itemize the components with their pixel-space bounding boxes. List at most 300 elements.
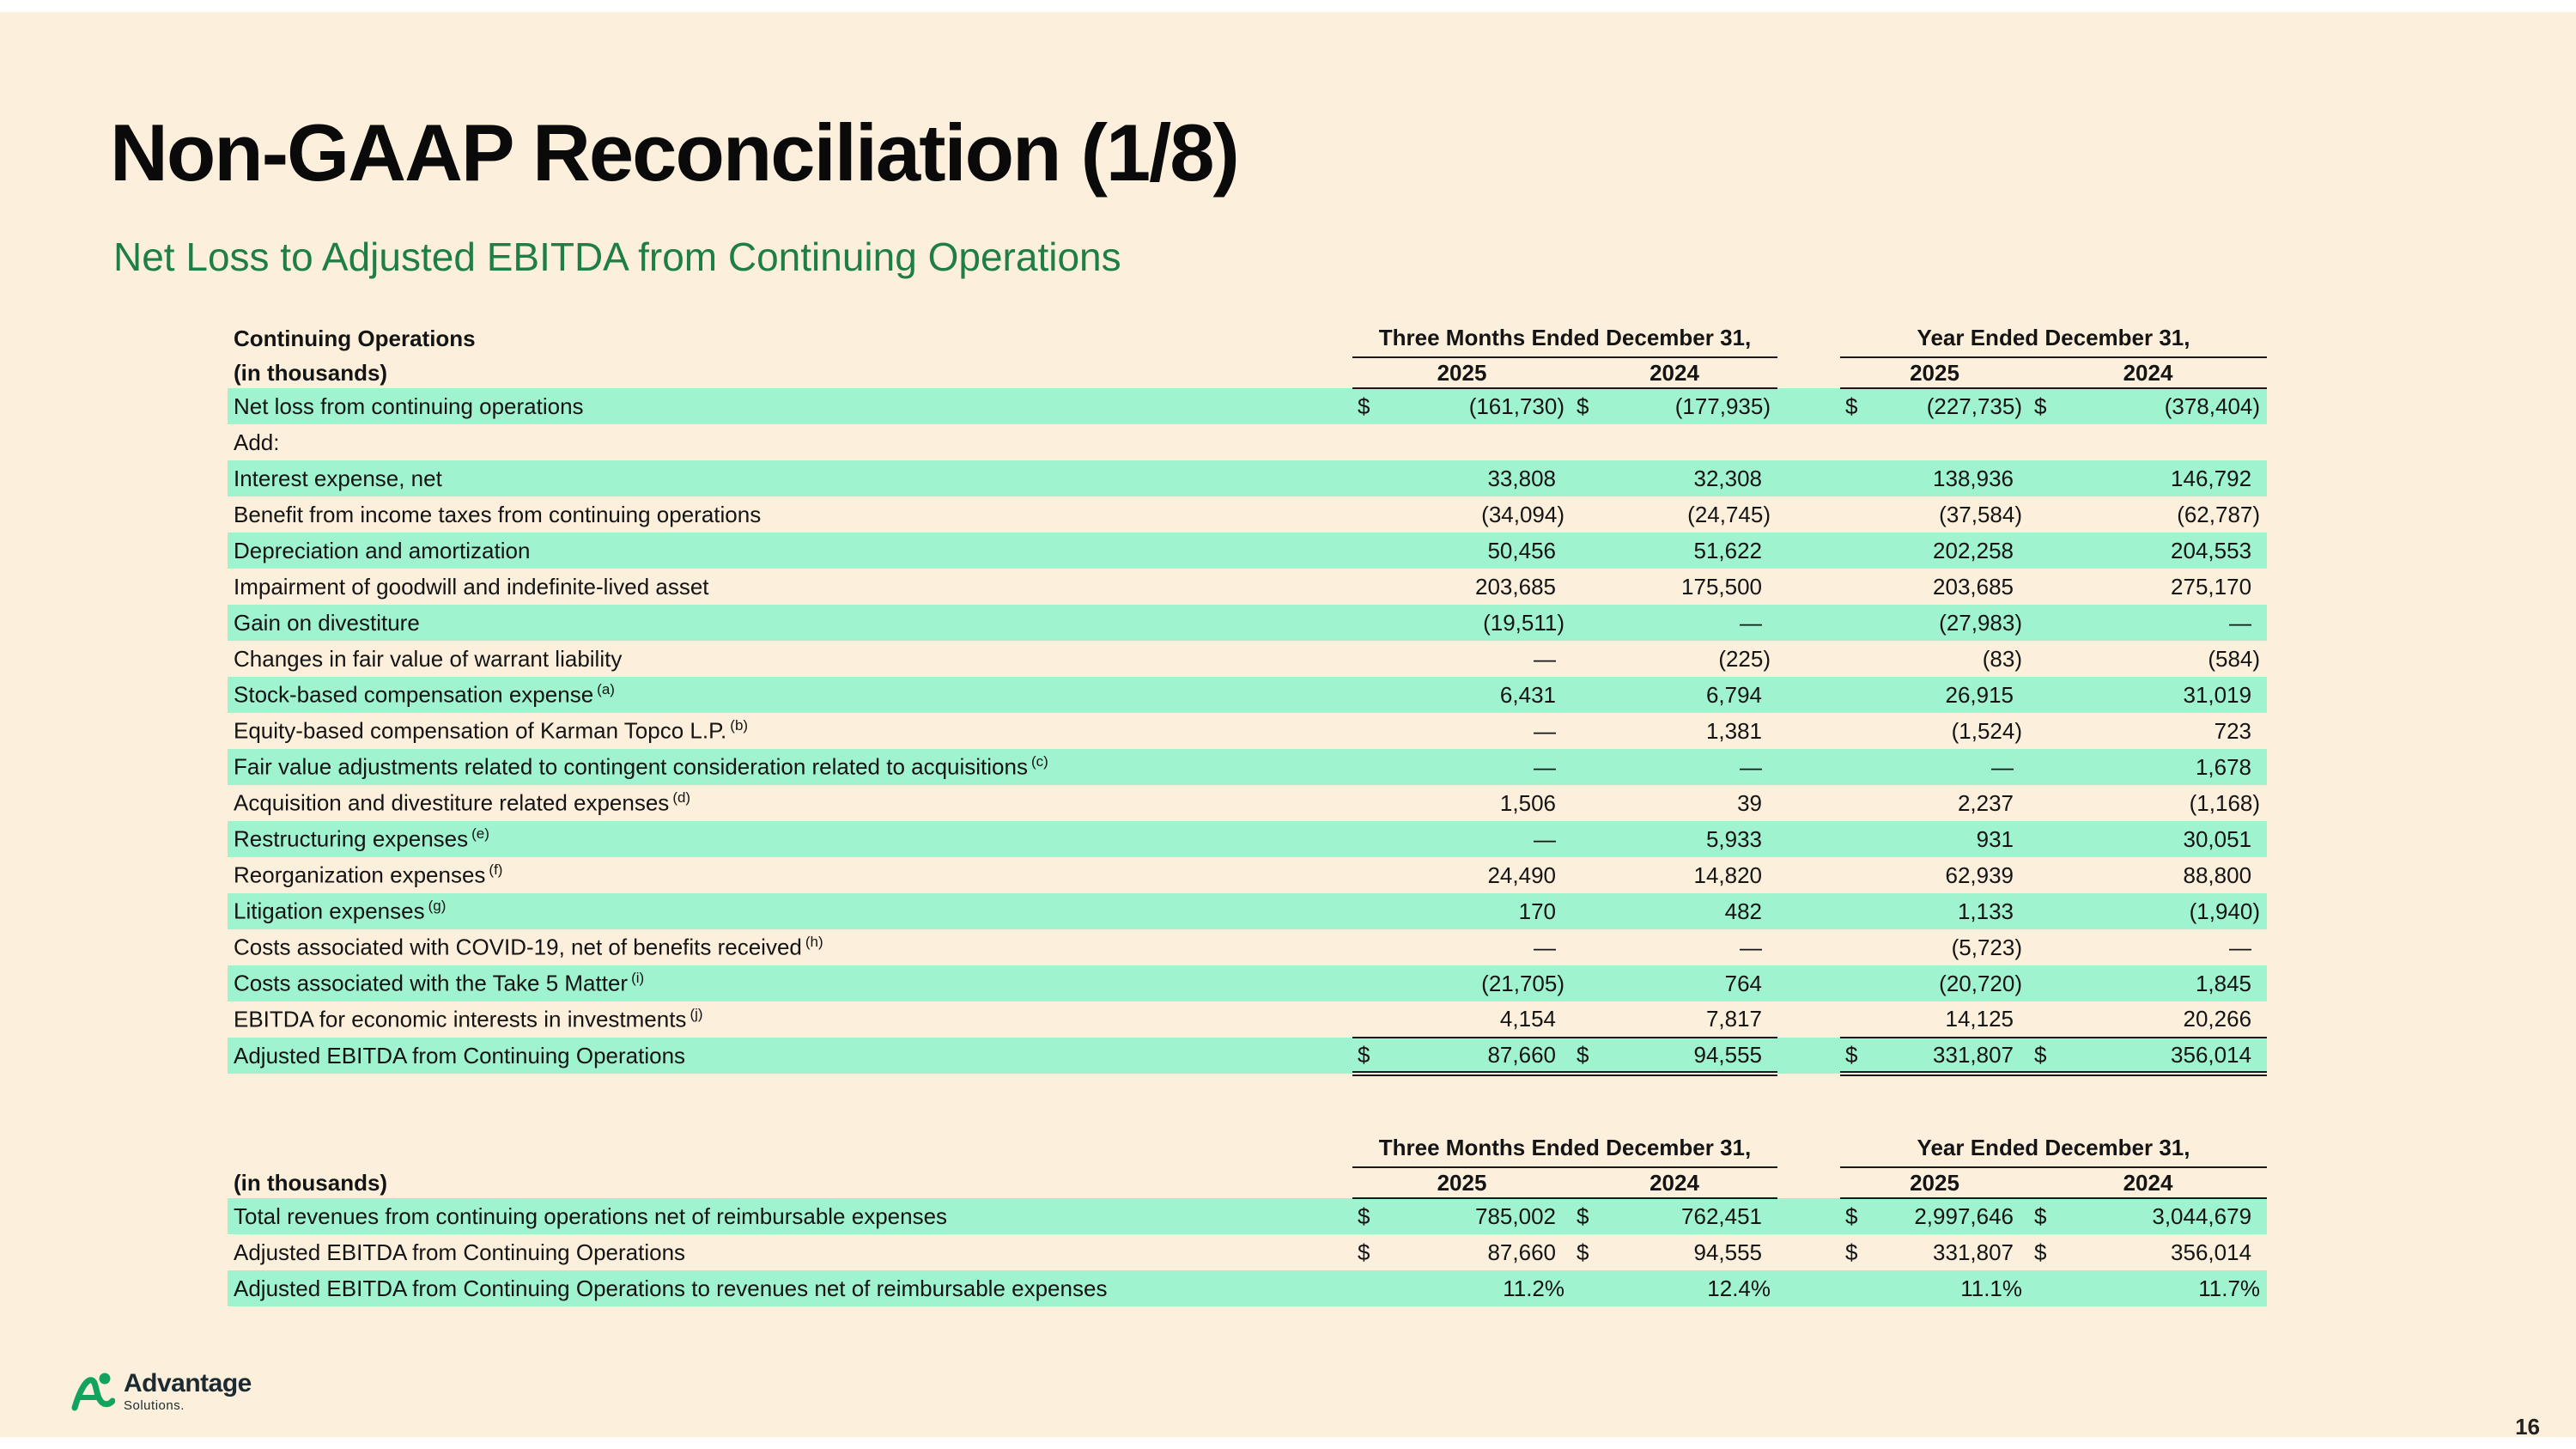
- dollar-sign-cell: $: [1352, 388, 1395, 424]
- corner-line1: [228, 1129, 1352, 1167]
- value-cell: 203,685: [1475, 573, 1556, 600]
- corner-line2: (in thousands): [234, 1169, 388, 1196]
- table-header: [228, 1129, 2267, 1198]
- dollar-sign-cell: [2029, 1002, 2087, 1038]
- column-gap: [1777, 785, 1840, 821]
- column-gap: [1777, 749, 1840, 785]
- year-header-2024: 2024: [1571, 357, 1777, 388]
- value-cell: 30,051: [2087, 821, 2267, 857]
- dollar-sign-cell: [1352, 641, 1395, 677]
- dollar-sign-cell: [1352, 605, 1395, 641]
- row-label: [228, 857, 1352, 893]
- row-label: [228, 821, 1352, 857]
- table-row: [228, 1270, 2267, 1306]
- table-row: [228, 569, 2267, 605]
- value-cell: 482: [1623, 893, 1777, 929]
- value-cell: 94,555: [1693, 1239, 1763, 1265]
- value-cell: 88,800: [2183, 861, 2252, 888]
- row-label: [228, 424, 1352, 460]
- row-label: [228, 1038, 1352, 1074]
- value-cell: 39: [1737, 789, 1763, 816]
- value-cell: (83): [1982, 645, 2023, 672]
- dollar-sign-cell: [1840, 821, 1887, 857]
- dollar-sign-cell: [1352, 749, 1395, 785]
- slide: [0, 12, 2576, 1440]
- row-label-text: Adjusted EBITDA from Continuing Operations to revenues net of reimbursable expenses: [234, 1275, 1108, 1301]
- value-cell: 203,685: [1933, 573, 2014, 600]
- dollar-sign-cell: [2029, 929, 2087, 965]
- value-cell: (5,723): [1951, 934, 2023, 960]
- row-label: [228, 1198, 1352, 1234]
- dollar-sign-cell: [1571, 893, 1623, 929]
- dollar-sign-cell: [1571, 641, 1623, 677]
- value-cell: 762,451: [1623, 1198, 1777, 1234]
- row-label-text: Depreciation and amortization: [234, 537, 531, 563]
- column-gap: [1777, 713, 1840, 749]
- dollar-sign-cell: [1840, 533, 1887, 569]
- value-cell: —: [1534, 645, 1556, 672]
- dollar-sign-cell: [1352, 857, 1395, 893]
- column-gap: [1777, 1129, 1840, 1198]
- table-row: [228, 749, 2267, 785]
- col-group-year-ended: Year Ended December 31,: [1840, 320, 2267, 357]
- dollar-sign-cell: [1571, 677, 1623, 713]
- column-gap: [1777, 1002, 1840, 1038]
- dollar-sign-cell: $: [1571, 1198, 1623, 1234]
- year-header-2025: 2025: [1352, 1167, 1571, 1198]
- dollar-sign-cell: [1571, 749, 1623, 785]
- value-cell: (37,584): [1939, 501, 2023, 527]
- row-label-text: Gain on divestiture: [234, 609, 420, 636]
- value-cell: 2,237: [1957, 789, 2014, 816]
- corner-line1: Continuing Operations: [234, 325, 476, 351]
- dollar-sign-cell: [1840, 785, 1887, 821]
- dollar-sign-cell: $: [1571, 388, 1623, 424]
- dollar-sign-cell: [1352, 1270, 1395, 1306]
- dollar-sign-cell: [1840, 460, 1887, 496]
- dollar-sign-cell: [2029, 857, 2087, 893]
- year-header-2024: 2024: [2029, 1167, 2267, 1198]
- column-gap: [1777, 677, 1840, 713]
- value-cell: (227,735): [1887, 388, 2029, 424]
- value-cell: 1,678: [2087, 749, 2267, 785]
- dollar-sign-cell: [1571, 785, 1623, 821]
- table-row: [228, 965, 2267, 1002]
- dollar-sign-cell: [2029, 1270, 2087, 1306]
- dollar-sign-cell: [2029, 569, 2087, 605]
- dollar-sign-cell: [2029, 713, 2087, 749]
- dollar-sign-cell: [1352, 785, 1395, 821]
- value-cell: 20,266: [2087, 1002, 2267, 1038]
- row-label-text: Benefit from income taxes from continuing operations: [234, 501, 762, 527]
- row-label-text: Restructuring expenses: [234, 825, 469, 852]
- dollar-sign-cell: $: [2034, 1239, 2047, 1265]
- dollar-sign-cell: $: [1840, 1038, 1887, 1074]
- dollar-sign-cell: [1571, 424, 1623, 460]
- advantage-solutions-logo: [70, 1371, 252, 1412]
- dollar-sign-cell: $: [1840, 1198, 1887, 1234]
- value-cell: —: [2087, 605, 2267, 641]
- column-gap: [1777, 569, 1840, 605]
- col-group-three-months: Three Months Ended December 31,: [1352, 320, 1777, 357]
- row-label-text: EBITDA for economic interests in investments: [234, 1006, 687, 1032]
- dollar-sign-cell: $: [1577, 1239, 1589, 1265]
- value-cell: 1,845: [2087, 965, 2267, 1002]
- year-header-2024: 2024: [1571, 1167, 1777, 1198]
- corner-header: [228, 1129, 1352, 1198]
- row-label: [228, 713, 1352, 749]
- table-row: [228, 605, 2267, 641]
- value-cell: (20,720): [1887, 965, 2029, 1002]
- value-cell: [1395, 424, 1571, 460]
- row-label-text: Add:: [234, 429, 280, 455]
- dollar-sign-cell: [1571, 533, 1623, 569]
- value-cell: 87,660: [1487, 1239, 1556, 1265]
- value-cell: —: [1534, 717, 1556, 744]
- row-label-text: Costs associated with the Take 5 Matter: [234, 970, 629, 996]
- dollar-sign-cell: [2029, 821, 2087, 857]
- ebitda-reconciliation-table: [228, 320, 2267, 1076]
- logo-text: [124, 1371, 252, 1412]
- value-cell: 202,258: [1887, 533, 2029, 569]
- table-row: [228, 460, 2267, 496]
- dollar-sign-cell: [1840, 929, 1887, 965]
- dollar-sign-cell: $: [1840, 388, 1887, 424]
- page-number: 16: [2515, 1414, 2540, 1440]
- dollar-sign-cell: [2029, 641, 2087, 677]
- value-cell: [2087, 424, 2267, 460]
- dollar-sign-cell: [1840, 1002, 1887, 1038]
- row-label: [228, 569, 1352, 605]
- revenue-margin-table: [228, 1129, 2267, 1306]
- column-gap: [1777, 1038, 1840, 1074]
- year-header-2025: 2025: [1840, 1167, 2029, 1198]
- dollar-sign-cell: [2029, 749, 2087, 785]
- value-cell: 87,660: [1395, 1038, 1571, 1074]
- value-cell: 275,170: [2171, 573, 2252, 600]
- dollar-sign-cell: [1571, 569, 1623, 605]
- dollar-sign-cell: [1571, 496, 1623, 533]
- dollar-sign-cell: [2029, 965, 2087, 1002]
- dollar-sign-cell: [1352, 965, 1395, 1002]
- dollar-sign-cell: [1352, 677, 1395, 713]
- column-gap: [1777, 965, 1840, 1002]
- dollar-sign-cell: [1352, 460, 1395, 496]
- column-gap: [1777, 1198, 1840, 1234]
- value-cell: 331,807: [1933, 1239, 2014, 1265]
- advantage-logo-icon: [70, 1371, 115, 1412]
- footnote-marker: (a): [597, 681, 615, 698]
- table-row: [228, 641, 2267, 677]
- col-group-year-ended: Year Ended December 31,: [1840, 1129, 2267, 1167]
- row-label: [228, 1270, 1352, 1306]
- value-cell: 170: [1395, 893, 1571, 929]
- dollar-sign-cell: $: [1352, 1198, 1395, 1234]
- dollar-sign-cell: [1352, 569, 1395, 605]
- value-cell: (1,940): [2087, 893, 2267, 929]
- table-row: [228, 1234, 2267, 1270]
- value-cell: (21,705): [1395, 965, 1571, 1002]
- table-row: [228, 1198, 2267, 1234]
- row-label: [228, 496, 1352, 533]
- column-gap: [1777, 821, 1840, 857]
- value-cell: —: [1887, 749, 2029, 785]
- col-group-three-months: Three Months Ended December 31,: [1352, 1129, 1777, 1167]
- row-label-text: Adjusted EBITDA from Continuing Operations: [234, 1042, 686, 1068]
- value-cell: 12.4%: [1623, 1270, 1777, 1306]
- value-cell: (62,787): [2177, 501, 2261, 527]
- table-body: [228, 1198, 2267, 1306]
- footnote-marker: (d): [672, 789, 691, 807]
- row-label: [228, 677, 1352, 713]
- footnote-marker: (b): [730, 717, 749, 734]
- dollar-sign-cell: $: [2029, 1038, 2087, 1074]
- dollar-sign-cell: [1840, 496, 1887, 533]
- dollar-sign-cell: [1840, 569, 1887, 605]
- table-row: [228, 496, 2267, 533]
- dollar-sign-cell: [1352, 533, 1395, 569]
- row-label: [228, 965, 1352, 1002]
- value-cell: 356,014: [2087, 1038, 2267, 1074]
- value-cell: (177,935): [1623, 388, 1777, 424]
- value-cell: 2,997,646: [1887, 1198, 2029, 1234]
- value-cell: 7,817: [1623, 1002, 1777, 1038]
- value-cell: (1,168): [2189, 789, 2261, 816]
- dollar-sign-cell: [2029, 533, 2087, 569]
- dollar-sign-cell: [1571, 713, 1623, 749]
- value-cell: 6,431: [1395, 677, 1571, 713]
- value-cell: —: [2229, 934, 2252, 960]
- value-cell: (1,524): [1951, 717, 2023, 744]
- dollar-sign-cell: [1571, 929, 1623, 965]
- dollar-sign-cell: [1571, 1002, 1623, 1038]
- column-gap: [1777, 1270, 1840, 1306]
- dollar-sign-cell: [2029, 785, 2087, 821]
- column-gap: [1777, 496, 1840, 533]
- dollar-sign-cell: [2029, 460, 2087, 496]
- row-label-text: Costs associated with COVID-19, net of benefits received: [234, 934, 802, 960]
- table-body: [228, 388, 2267, 1074]
- dollar-sign-cell: [2029, 677, 2087, 713]
- dollar-sign-cell: [1840, 893, 1887, 929]
- dollar-sign-cell: $: [1571, 1038, 1623, 1074]
- value-cell: 1,381: [1705, 717, 1763, 744]
- value-cell: 4,154: [1395, 1002, 1571, 1038]
- table-row: [228, 713, 2267, 749]
- footnote-marker: (g): [428, 898, 447, 915]
- dollar-sign-cell: [1840, 424, 1887, 460]
- footnote-marker: (f): [489, 861, 503, 879]
- value-cell: 24,490: [1487, 861, 1556, 888]
- table-header: [228, 320, 2267, 388]
- value-cell: 62,939: [1945, 861, 2014, 888]
- value-cell: 785,002: [1395, 1198, 1571, 1234]
- logo-sub-text: Solutions.: [124, 1398, 185, 1413]
- value-cell: —: [1623, 605, 1777, 641]
- footnote-marker: (e): [471, 825, 489, 843]
- dollar-sign-cell: [1840, 749, 1887, 785]
- value-cell: 356,014: [2171, 1239, 2252, 1265]
- row-label: [228, 460, 1352, 496]
- column-gap: [1777, 929, 1840, 965]
- year-header-2025: 2025: [1840, 357, 2029, 388]
- value-cell: (161,730): [1395, 388, 1571, 424]
- value-cell: (19,511): [1395, 605, 1571, 641]
- row-label-text: Stock-based compensation expense: [234, 681, 594, 708]
- table-row: [228, 424, 2267, 460]
- dollar-sign-cell: [1352, 713, 1395, 749]
- row-label: [228, 605, 1352, 641]
- dollar-sign-cell: $: [1358, 1239, 1370, 1265]
- corner-line2: (in thousands): [234, 359, 388, 386]
- row-label-text: Net loss from continuing operations: [234, 393, 584, 419]
- dollar-sign-cell: [1352, 929, 1395, 965]
- year-header-2025: 2025: [1352, 357, 1571, 388]
- row-label-text: Total revenues from continuing operations net of reimbursable expenses: [234, 1202, 948, 1229]
- row-label: [228, 388, 1352, 424]
- table-row: [228, 821, 2267, 857]
- dollar-sign-cell: [2029, 605, 2087, 641]
- value-cell: 26,915: [1887, 677, 2029, 713]
- table-row: [228, 388, 2267, 424]
- footnote-marker: (h): [805, 934, 823, 951]
- row-label: [228, 893, 1352, 929]
- dollar-sign-cell: [2029, 496, 2087, 533]
- column-gap: [1777, 460, 1840, 496]
- year-header-2024: 2024: [2029, 357, 2267, 388]
- dollar-sign-cell: [1352, 893, 1395, 929]
- value-cell: (24,745): [1687, 501, 1771, 527]
- value-cell: —: [1395, 749, 1571, 785]
- row-label: [228, 533, 1352, 569]
- value-cell: (378,404): [2087, 388, 2267, 424]
- value-cell: 32,308: [1623, 460, 1777, 496]
- column-gap: [1777, 388, 1840, 424]
- row-label-text: Equity-based compensation of Karman Topco L.P.: [234, 717, 727, 744]
- value-cell: 51,622: [1623, 533, 1777, 569]
- value-cell: 1,506: [1499, 789, 1556, 816]
- page-subtitle: Net Loss to Adjusted EBITDA from Continuing Operations: [113, 234, 1121, 279]
- value-cell: 11.2%: [1395, 1270, 1571, 1306]
- dollar-sign-cell: [1840, 857, 1887, 893]
- dollar-sign-cell: [1571, 857, 1623, 893]
- dollar-sign-cell: [2029, 424, 2087, 460]
- value-cell: 1,133: [1887, 893, 2029, 929]
- dollar-sign-cell: $: [1352, 1038, 1395, 1074]
- row-label: [228, 1234, 1352, 1270]
- value-cell: 94,555: [1623, 1038, 1777, 1074]
- column-gap: [1777, 857, 1840, 893]
- dollar-sign-cell: [1352, 496, 1395, 533]
- row-label-text: Fair value adjustments related to contingent consideration related to acquisitions: [234, 753, 1028, 780]
- table-row: [228, 533, 2267, 569]
- dollar-sign-cell: $: [2029, 388, 2087, 424]
- dollar-sign-cell: [1571, 1270, 1623, 1306]
- footnote-marker: (j): [690, 1006, 703, 1023]
- table-row: [228, 1002, 2267, 1038]
- row-label: [228, 749, 1352, 785]
- row-label-text: Changes in fair value of warrant liability: [234, 645, 623, 672]
- value-cell: 5,933: [1623, 821, 1777, 857]
- table-row: [228, 785, 2267, 821]
- value-cell: [1623, 424, 1777, 460]
- value-cell: —: [1623, 749, 1777, 785]
- table-row: [228, 893, 2267, 929]
- dollar-sign-cell: [1840, 965, 1887, 1002]
- dollar-sign-cell: [1352, 821, 1395, 857]
- dollar-sign-cell: [1571, 605, 1623, 641]
- value-cell: 33,808: [1395, 460, 1571, 496]
- tables-area: [228, 320, 2267, 1306]
- value-cell: 175,500: [1681, 573, 1763, 600]
- corner-header: [228, 320, 1352, 388]
- value-cell: (584): [2208, 645, 2261, 672]
- column-gap: [1777, 533, 1840, 569]
- dollar-sign-cell: [1840, 605, 1887, 641]
- dollar-sign-cell: [1352, 424, 1395, 460]
- table-row: [228, 857, 2267, 893]
- column-gap: [1777, 320, 1840, 388]
- logo-brand-text: Advantage: [124, 1369, 252, 1397]
- dollar-sign-cell: [1571, 460, 1623, 496]
- row-label-text: Acquisition and divestiture related expenses: [234, 789, 670, 816]
- table-row: [228, 677, 2267, 713]
- value-cell: 11.1%: [1887, 1270, 2029, 1306]
- dollar-sign-cell: [1840, 1270, 1887, 1306]
- column-gap: [1777, 641, 1840, 677]
- dollar-sign-cell: [1840, 641, 1887, 677]
- value-cell: 14,125: [1887, 1002, 2029, 1038]
- row-label: [228, 785, 1352, 821]
- row-label: [228, 641, 1352, 677]
- value-cell: 331,807: [1887, 1038, 2029, 1074]
- footnote-marker: (i): [631, 970, 645, 987]
- dollar-sign-cell: [1571, 965, 1623, 1002]
- value-cell: (27,983): [1887, 605, 2029, 641]
- column-gap: [1777, 1234, 1840, 1270]
- page-title: Non-GAAP Reconciliation (1/8): [110, 107, 1238, 198]
- dollar-sign-cell: [1840, 677, 1887, 713]
- value-cell: 31,019: [2087, 677, 2267, 713]
- value-cell: 146,792: [2087, 460, 2267, 496]
- dollar-sign-cell: [2029, 893, 2087, 929]
- row-label-text: Reorganization expenses: [234, 861, 486, 888]
- value-cell: 50,456: [1395, 533, 1571, 569]
- value-cell: —: [1395, 821, 1571, 857]
- column-gap: [1777, 893, 1840, 929]
- value-cell: 6,794: [1623, 677, 1777, 713]
- value-cell: 3,044,679: [2087, 1198, 2267, 1234]
- value-cell: 14,820: [1693, 861, 1763, 888]
- dollar-sign-cell: $: [1845, 1239, 1858, 1265]
- table-row: [228, 1038, 2267, 1074]
- row-label: [228, 1002, 1352, 1038]
- value-cell: 931: [1887, 821, 2029, 857]
- dollar-sign-cell: [1840, 713, 1887, 749]
- value-cell: 764: [1623, 965, 1777, 1002]
- value-cell: —: [1534, 934, 1556, 960]
- row-label-text: Impairment of goodwill and indefinite-lived asset: [234, 573, 709, 600]
- row-label-text: Interest expense, net: [234, 465, 442, 491]
- row-label-text: Litigation expenses: [234, 898, 425, 924]
- column-gap: [1777, 605, 1840, 641]
- value-cell: (34,094): [1481, 501, 1564, 527]
- value-cell: (225): [1718, 645, 1771, 672]
- dollar-sign-cell: [1352, 1002, 1395, 1038]
- dollar-sign-cell: [1571, 821, 1623, 857]
- footnote-marker: (c): [1030, 753, 1048, 770]
- dollar-sign-cell: $: [2029, 1198, 2087, 1234]
